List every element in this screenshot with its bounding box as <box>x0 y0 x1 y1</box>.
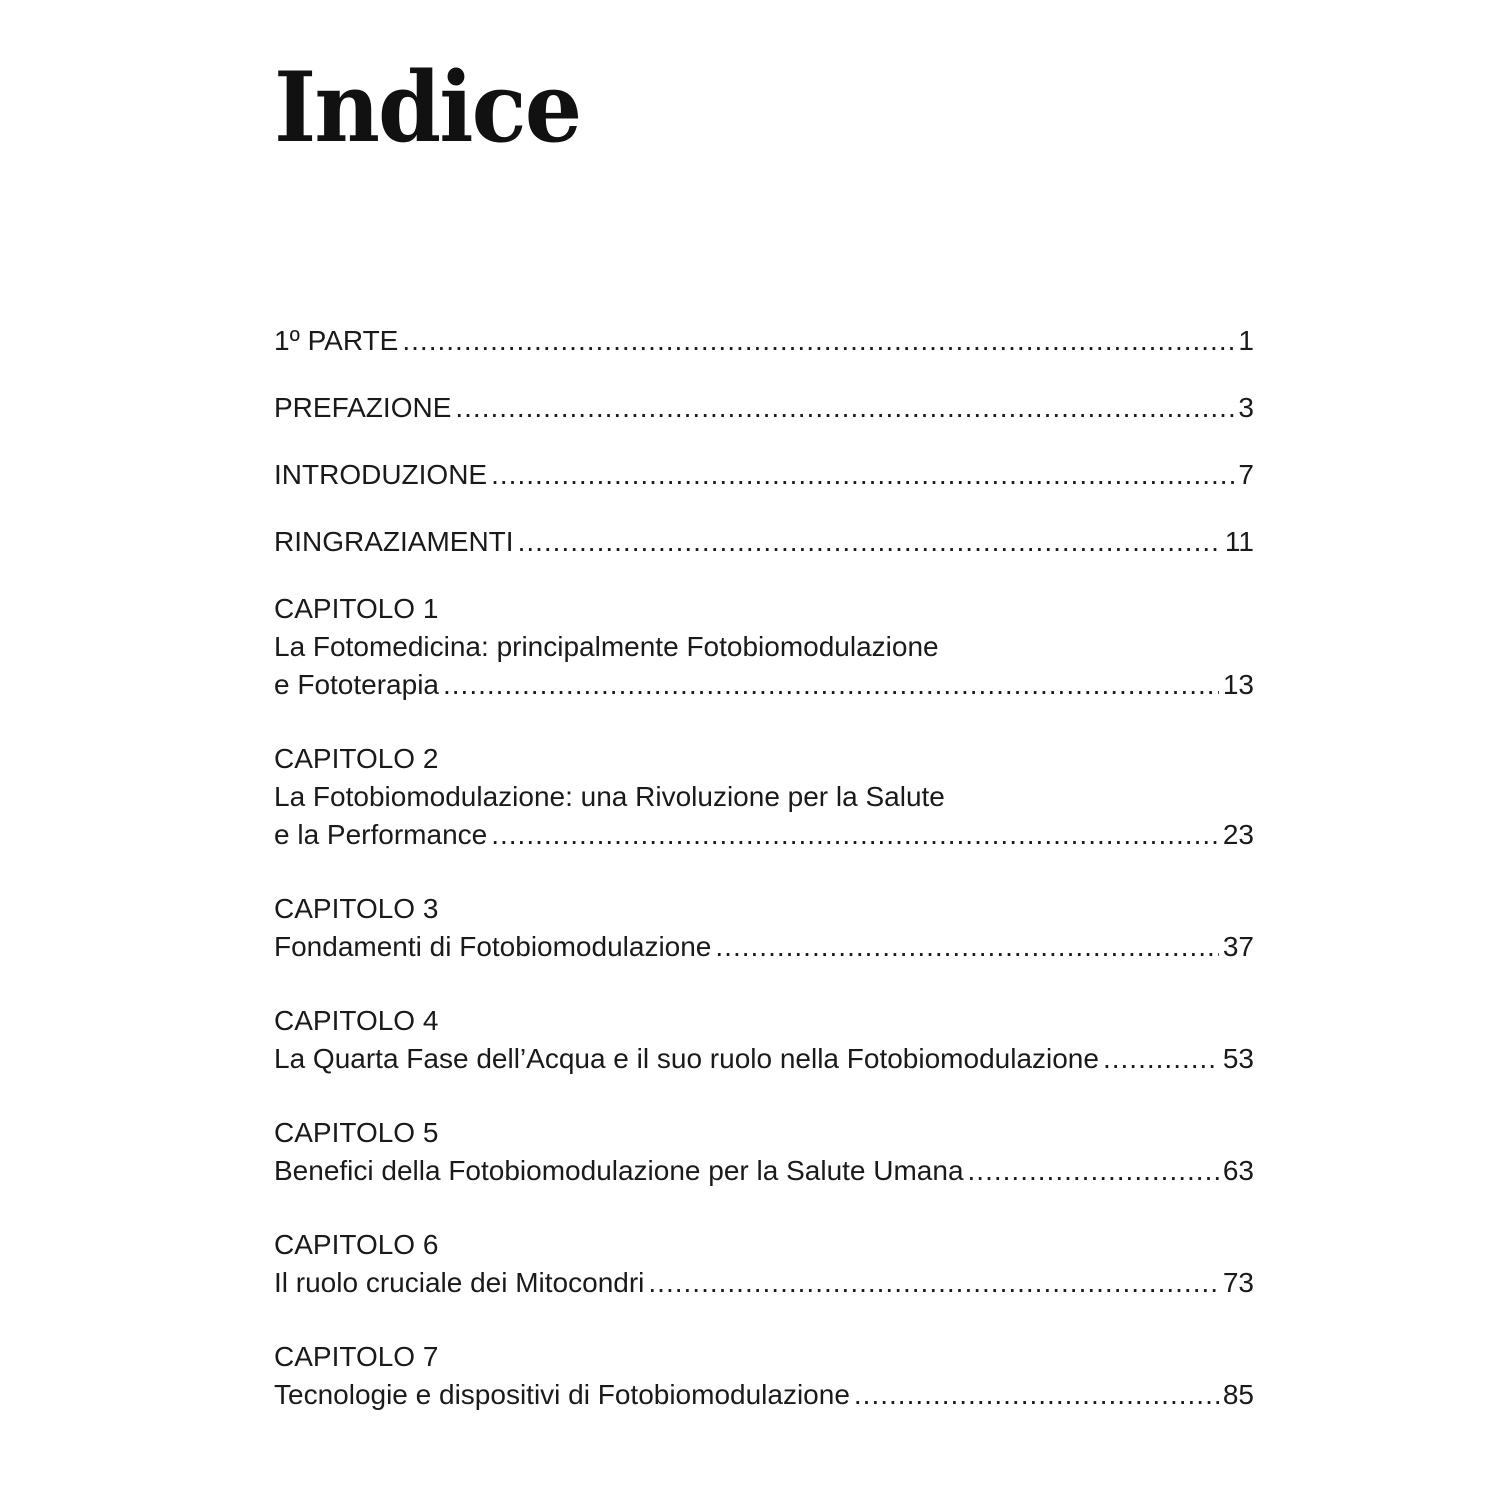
chapter-title-line: e Fototerapia <box>274 669 439 700</box>
page-title: Indice <box>274 51 581 164</box>
toc-entry-introduzione[interactable] <box>274 456 1254 494</box>
dot-leader <box>443 666 1219 704</box>
toc-entry-page: 13 <box>1222 669 1254 700</box>
dot-leader <box>1103 1040 1219 1078</box>
toc-entry-prefazione[interactable] <box>274 389 1254 427</box>
chapter-heading: CAPITOLO 2 <box>274 743 439 774</box>
toc-chapter-5[interactable] <box>274 1114 1254 1190</box>
toc-chapter-3[interactable] <box>274 890 1254 966</box>
chapter-title-line-with-page <box>274 1040 1254 1078</box>
toc-chapter-7[interactable] <box>274 1338 1254 1414</box>
toc-entry-page: 53 <box>1222 1043 1254 1074</box>
chapter-title: Tecnologie e dispositivi di Fotobiomodulazione <box>274 1379 850 1410</box>
chapter-title-line: e la Performance <box>274 819 488 850</box>
chapter-heading: CAPITOLO 1 <box>274 593 439 624</box>
toc-entry-page: 37 <box>1222 931 1254 962</box>
dot-leader <box>715 928 1218 966</box>
toc-entry-page: 7 <box>1238 459 1254 490</box>
chapter-title-line-with-page <box>274 1376 1254 1414</box>
chapter-title-line: La Fotomedicina: principalmente Fotobiomodulazione <box>274 631 939 662</box>
chapter-title-line-with-page <box>274 816 1254 854</box>
chapter-title-line-with-page <box>274 1152 1254 1190</box>
page-header <box>274 51 1254 164</box>
toc-entry-label: INTRODUZIONE <box>274 459 488 490</box>
toc-entry-page: 85 <box>1222 1379 1254 1410</box>
toc-entry-label: PREFAZIONE <box>274 392 452 423</box>
toc-entry-page: 23 <box>1222 819 1254 850</box>
toc-entry-page: 73 <box>1222 1267 1254 1298</box>
chapter-title: La Quarta Fase dell’Acqua e il suo ruolo nella Fotobiomodulazione <box>274 1043 1099 1074</box>
dot-leader <box>455 389 1234 427</box>
toc-entry-page: 11 <box>1224 526 1254 557</box>
dot-leader <box>968 1152 1219 1190</box>
chapter-title-line-with-page <box>274 928 1254 966</box>
chapter-title-line-with-page <box>274 666 1254 704</box>
toc-entry-page: 63 <box>1222 1155 1254 1186</box>
toc-entry-ringraziamenti[interactable] <box>274 523 1254 561</box>
chapter-title: Fondamenti di Fotobiomodulazione <box>274 931 712 962</box>
toc-chapter-6[interactable] <box>274 1226 1254 1302</box>
toc-chapter-1[interactable] <box>274 590 1254 704</box>
chapter-heading: CAPITOLO 4 <box>274 1005 439 1036</box>
toc-chapter-2[interactable] <box>274 740 1254 854</box>
dot-leader <box>518 523 1221 561</box>
toc-entry-label: RINGRAZIAMENTI <box>274 526 514 557</box>
table-of-contents <box>274 322 1254 1450</box>
toc-entry-page: 3 <box>1238 392 1254 423</box>
dot-leader <box>402 322 1234 360</box>
chapter-title: Benefici della Fotobiomodulazione per la Salute Umana <box>274 1155 964 1186</box>
chapter-title-line-with-page <box>274 1264 1254 1302</box>
toc-entry-label: 1º PARTE <box>274 325 399 356</box>
toc-chapter-4[interactable] <box>274 1002 1254 1078</box>
dot-leader <box>491 456 1234 494</box>
chapter-heading: CAPITOLO 5 <box>274 1117 439 1148</box>
chapter-title-line: La Fotobiomodulazione: una Rivoluzione per la Salute <box>274 781 945 812</box>
toc-entry-prima-parte[interactable] <box>274 322 1254 360</box>
toc-entry-page: 1 <box>1238 325 1254 356</box>
chapter-title: Il ruolo cruciale dei Mitocondri <box>274 1267 645 1298</box>
chapter-heading: CAPITOLO 3 <box>274 893 439 924</box>
dot-leader <box>491 816 1219 854</box>
dot-leader <box>854 1376 1219 1414</box>
dot-leader <box>648 1264 1218 1302</box>
chapter-heading: CAPITOLO 7 <box>274 1341 439 1372</box>
chapter-heading: CAPITOLO 6 <box>274 1229 439 1260</box>
